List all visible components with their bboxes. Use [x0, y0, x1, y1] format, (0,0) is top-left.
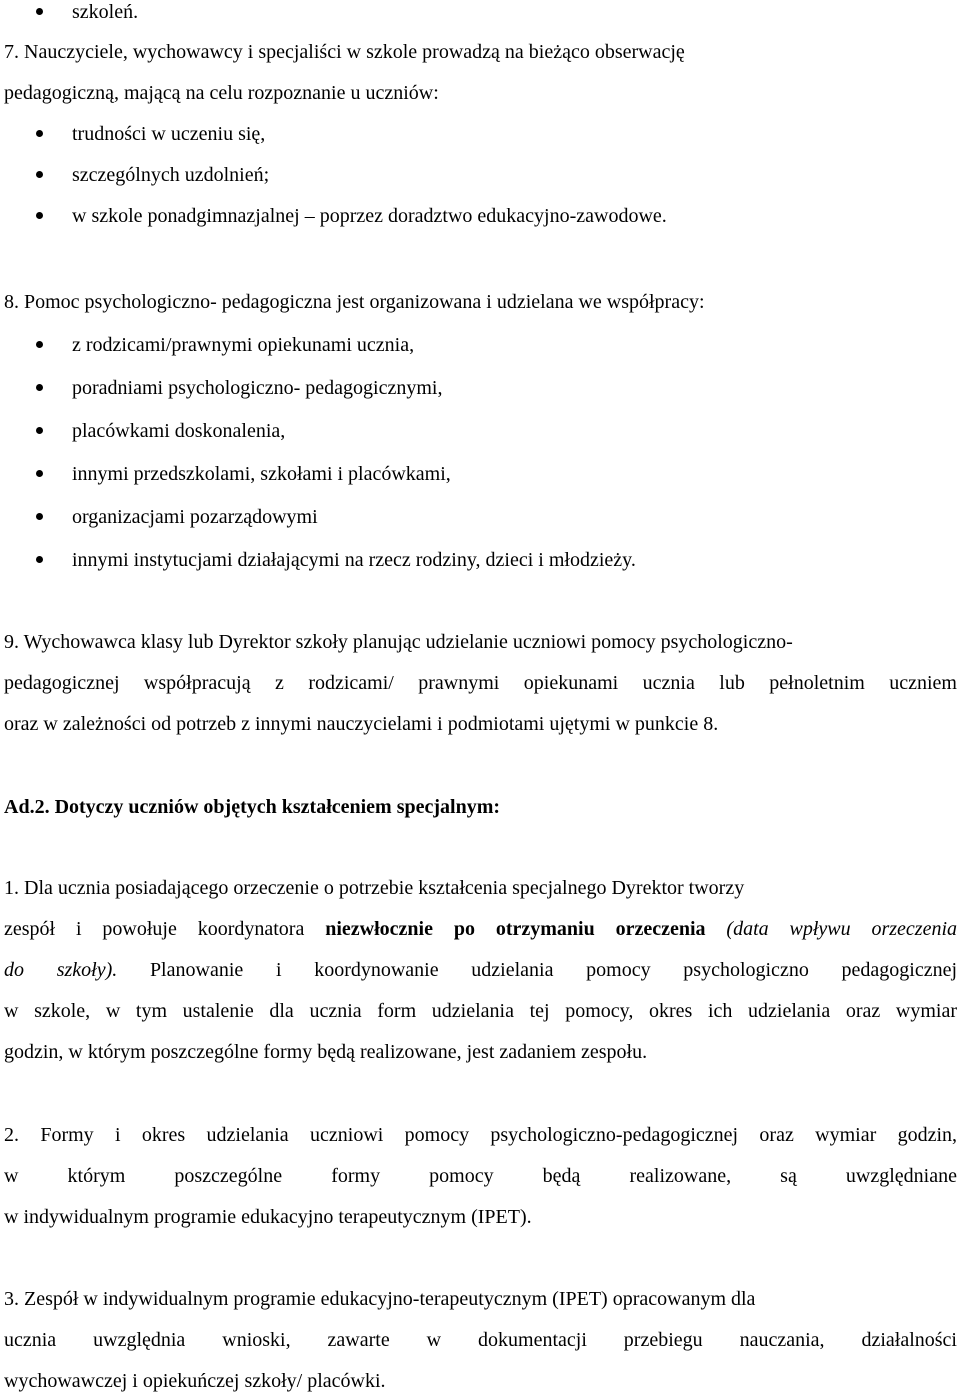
list-item: trudności w uczeniu się, [72, 123, 266, 145]
list-item: z rodzicami/prawnymi opiekunami ucznia, [72, 334, 415, 356]
paragraph-1-line: godzin, w którym poszczególne formy będą realizowane, jest zadaniem zespołu. [4, 1041, 648, 1063]
paragraph-9-line: pedagogicznej współpracują z rodzicami/ prawnymi opiekunami ucznia lub pełnoletnim uczniem [4, 672, 957, 694]
paragraph-1-line [4, 958, 957, 982]
list-item: w szkole ponadgimnazjalnej – poprzez doradztwo edukacyjno-zawodowe. [72, 205, 667, 227]
text-italic: do szkoły). [4, 959, 118, 981]
paragraph-3-line: 3. Zespół w indywidualnym programie edukacyjno-terapeutycznym (IPET) opracowanym dla [4, 1288, 756, 1310]
list-item: innymi instytucjami działającymi na rzecz rodziny, dzieci i młodzieży. [72, 549, 636, 571]
list-item: poradniami psychologiczno- pedagogicznymi, [72, 377, 443, 399]
paragraph-2-line: w indywidualnym programie edukacyjno terapeutycznym (IPET). [4, 1206, 532, 1228]
text-italic: (data wpływu orzeczenia [726, 918, 958, 940]
list-item: organizacjami pozarządowymi [72, 506, 318, 528]
paragraph-8-intro: 8. Pomoc psychologiczno- pedagogiczna jest organizowana i udzielana we współpracy: [4, 291, 705, 313]
list-item: innymi przedszkolami, szkołami i placówkami, [72, 463, 451, 485]
section-heading: Ad.2. Dotyczy uczniów objętych kształceniem specjalnym: [4, 796, 501, 818]
text-normal: zespół i powołuje koordynatora [4, 918, 305, 940]
paragraph-7-line: pedagogiczną, mającą na celu rozpoznanie u uczniów: [4, 82, 439, 104]
paragraph-7-line: 7. Nauczyciele, wychowawcy i specjaliści w szkole prowadzą na bieżąco obserwację [4, 41, 685, 63]
list-item: szkoleń. [72, 1, 139, 23]
list-item: szczególnych uzdolnień; [72, 164, 270, 186]
list-item: placówkami doskonalenia, [72, 420, 286, 442]
paragraph-9-line [4, 630, 957, 654]
text-normal: Planowanie i koordynowanie udzielania pomocy psychologiczno pedagogicznej [149, 959, 958, 981]
text-line: 9. Wychowawca klasy lub Dyrektor szkoły planując udzielanie uczniowi pomocy psychologiczno- [4, 631, 793, 653]
paragraph-9-line: oraz w zależności od potrzeb z innymi nauczycielami i podmiotami ujętymi w punkcie 8. [4, 713, 719, 735]
text-bold: niezwłocznie po otrzymaniu orzeczenia [325, 918, 706, 940]
paragraph-3-line: ucznia uwzględnia wnioski, zawarte w dokumentacji przebiegu nauczania, działalności [4, 1329, 957, 1351]
paragraph-1-line: 1. Dla ucznia posiadającego orzeczenie o potrzebie kształcenia specjalnego Dyrektor tworzy [4, 877, 745, 899]
paragraph-1-line [4, 917, 957, 941]
paragraph-2-line: 2. Formy i okres udzielania uczniowi pomocy psychologiczno-pedagogicznej oraz wymiar godzin, [4, 1124, 957, 1146]
paragraph-1-line: w szkole, w tym ustalenie dla ucznia form udzielania tej pomocy, okres ich udzielania oraz wymiar [4, 1000, 957, 1022]
paragraph-3-line: wychowawczej i opiekuńczej szkoły/ placówki. [4, 1370, 386, 1392]
paragraph-2-line: w którym poszczególne formy pomocy będą realizowane, są uwzględniane [4, 1165, 957, 1187]
